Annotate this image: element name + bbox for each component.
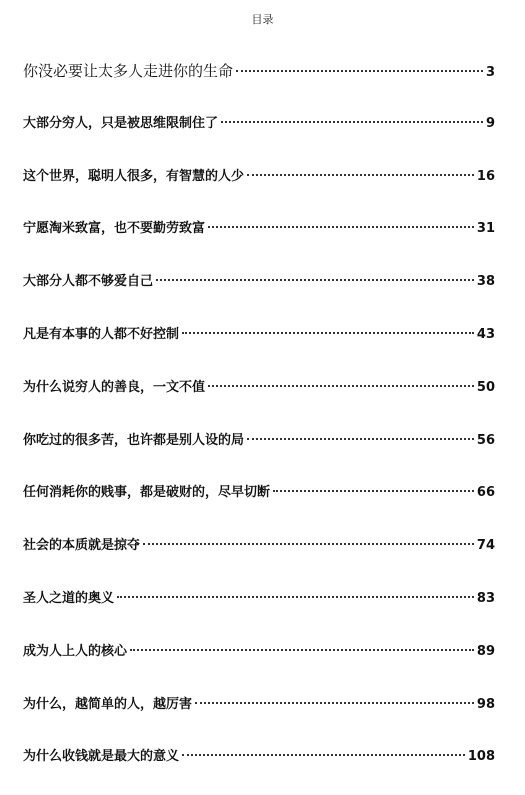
toc-entry[interactable] [23, 426, 495, 479]
toc-entry[interactable] [23, 478, 495, 531]
toc-entry[interactable] [23, 742, 495, 795]
toc-entry-page: 98 [476, 696, 495, 712]
toc-leader-dots [156, 279, 474, 281]
toc-entry[interactable] [23, 531, 495, 584]
toc-leader-dots [247, 438, 474, 440]
toc-entry-page: 56 [476, 432, 495, 448]
toc-entry[interactable] [23, 109, 495, 162]
page-title: 目录 [251, 13, 274, 26]
toc-entry[interactable] [23, 162, 495, 215]
toc-entry-title: 为什么，越简单的人，越厉害 [23, 696, 193, 712]
toc-leader-dots [182, 754, 465, 756]
toc-leader-dots [236, 70, 483, 72]
toc-entry-title: 你吃过的很多苦，也许都是别人设的局 [23, 432, 245, 448]
toc-leader-dots [208, 385, 474, 387]
toc-entry-title: 凡是有本事的人都不好控制 [23, 326, 180, 342]
toc-entry-page: 74 [476, 538, 495, 554]
toc-entry-page: 31 [476, 221, 495, 237]
toc-entry-title: 成为人上人的核心 [23, 643, 128, 659]
toc-leader-dots [182, 332, 474, 334]
toc-entry-page: 9 [485, 115, 495, 131]
toc-leader-dots [117, 596, 474, 598]
table-of-contents [23, 56, 495, 795]
toc-leader-dots [273, 490, 474, 492]
toc-entry-title: 圣人之道的奥义 [23, 590, 115, 606]
toc-entry-title: 这个世界，聪明人很多，有智慧的人少 [23, 168, 245, 184]
toc-leader-dots [143, 543, 474, 545]
toc-leader-dots [221, 121, 483, 123]
toc-entry-page: 50 [476, 379, 495, 395]
toc-entry[interactable] [23, 320, 495, 373]
toc-entry[interactable] [23, 690, 495, 743]
toc-entry-page: 108 [467, 749, 495, 765]
toc-entry-page: 66 [476, 485, 495, 501]
toc-entry-title: 为什么说穷人的善良，一文不值 [23, 379, 206, 395]
toc-entry-page: 3 [485, 65, 495, 80]
toc-leader-dots [195, 702, 474, 704]
toc-entry-title: 你没必要让太多人走进你的生命 [23, 62, 234, 80]
toc-leader-dots [130, 649, 474, 651]
toc-leader-dots [247, 174, 474, 176]
toc-entry[interactable] [23, 267, 495, 320]
toc-entry-title: 为什么收钱就是最大的意义 [23, 749, 180, 765]
toc-entry[interactable] [23, 584, 495, 637]
toc-entry-title: 大部分人都不够爱自己 [23, 274, 154, 290]
toc-entry-title: 任何消耗你的贱事，都是破财的，尽早切断 [23, 485, 271, 501]
toc-entry-title: 社会的本质就是掠夺 [23, 538, 141, 554]
toc-entry[interactable] [23, 373, 495, 426]
toc-entry-title: 大部分穷人，只是被思维限制住了 [23, 115, 219, 131]
toc-entry-page: 16 [476, 168, 495, 184]
toc-leader-dots [208, 226, 474, 228]
toc-entry[interactable] [23, 637, 495, 690]
toc-entry-page: 83 [476, 590, 495, 606]
toc-entry[interactable] [23, 56, 495, 109]
toc-entry-title: 宁愿淘米致富，也不要勤劳致富 [23, 221, 206, 237]
toc-entry-page: 89 [476, 643, 495, 659]
toc-entry[interactable] [23, 214, 495, 267]
toc-entry-page: 38 [476, 274, 495, 290]
toc-entry-page: 43 [476, 326, 495, 342]
